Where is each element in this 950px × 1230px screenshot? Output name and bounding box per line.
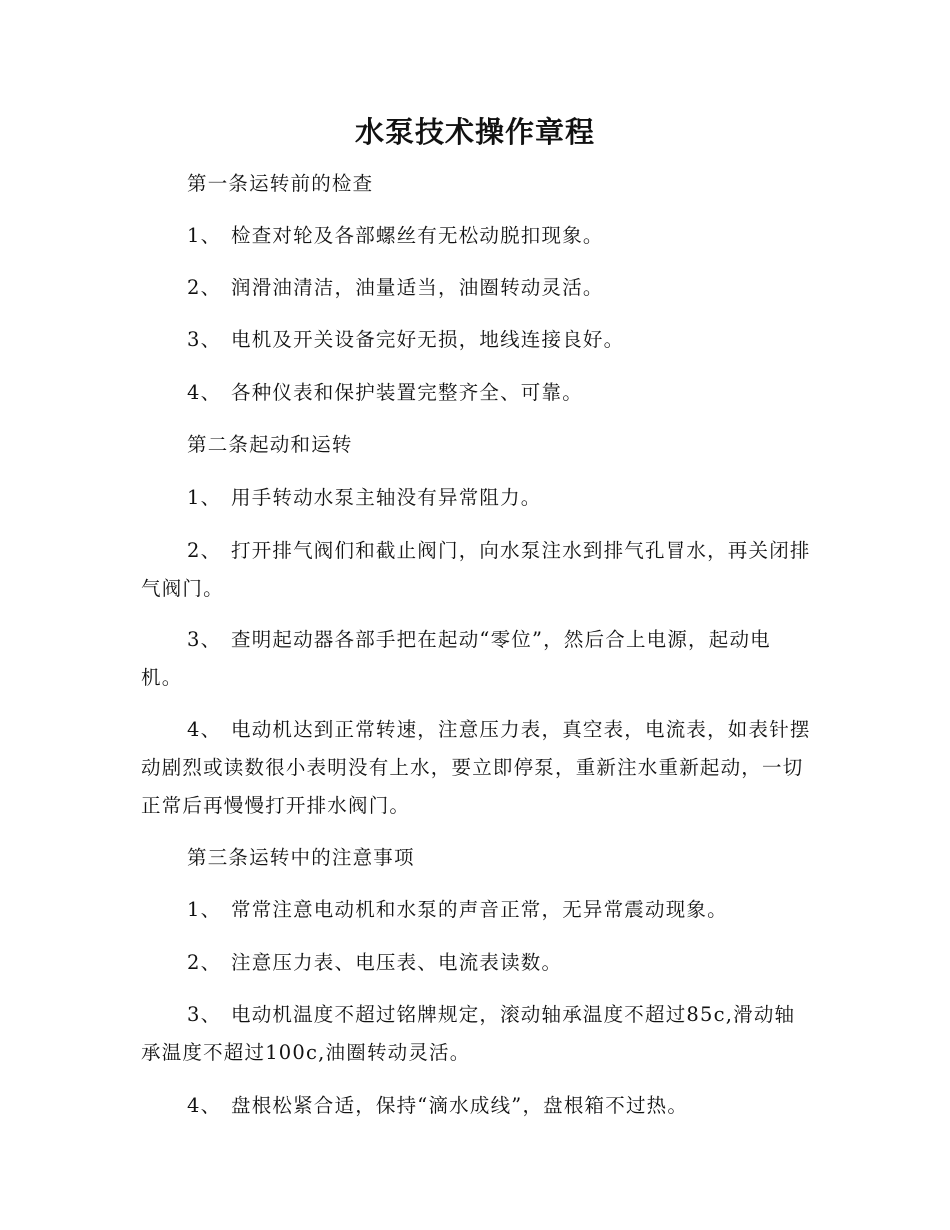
list-item (141, 621, 811, 697)
section-heading-text: 第二条起动和运转 (187, 433, 353, 456)
item-text: 检查对轮及各部螺丝有无松动脱扣现象。 (231, 224, 604, 247)
item-number: 1、 (187, 224, 222, 247)
list-item (141, 217, 811, 255)
item-number: 4、 (187, 381, 222, 404)
item-number: 3、 (187, 628, 222, 651)
list-item (141, 891, 811, 929)
item-text: 用手转动水泵主轴没有异常阻力。 (231, 486, 542, 509)
item-text: 各种仪表和保护装置完整齐全、可靠。 (231, 381, 583, 404)
item-text: 盘根松紧合适，保持“滴水成线”，盘根箱不过热。 (231, 1094, 689, 1117)
list-item (141, 944, 811, 982)
document-title: 水泵技术操作章程 (354, 115, 595, 149)
item-text: 查明起动器各部手把在起动“零位”，然后合上电源，起动电机。 (141, 628, 771, 689)
item-number: 4、 (187, 718, 222, 741)
item-number: 3、 (187, 328, 222, 351)
list-item (141, 374, 811, 412)
item-text: 电机及开关设备完好无损，地线连接良好。 (231, 328, 625, 351)
list-item (141, 711, 811, 825)
list-item (141, 269, 811, 307)
list-item (141, 321, 811, 359)
item-number: 4、 (187, 1094, 222, 1117)
item-number: 2、 (187, 539, 222, 562)
section-heading-3 (141, 839, 811, 877)
section-heading-text: 第一条运转前的检查 (187, 172, 374, 195)
section-heading-text: 第三条运转中的注意事项 (187, 846, 415, 869)
list-item (141, 479, 811, 517)
item-text: 常常注意电动机和水泵的声音正常，无异常震动现象。 (231, 898, 728, 921)
list-item (141, 996, 811, 1072)
item-number: 2、 (187, 276, 222, 299)
item-number: 2、 (187, 951, 222, 974)
item-text: 打开排气阀们和截止阀门，向水泵注水到排气孔冒水，再关闭排气阀门。 (141, 539, 811, 600)
list-item (141, 532, 811, 608)
list-item (141, 1087, 811, 1125)
item-number: 1、 (187, 898, 222, 921)
item-number: 1、 (187, 486, 222, 509)
section-heading-2 (141, 426, 811, 464)
section-heading-1 (141, 165, 811, 203)
item-text: 电动机达到正常转速，注意压力表，真空表，电流表，如表针摆动剧烈或读数很小表明没有上水，要立即停泵，重新注水重新起动，一切正常后再慢慢打开排水阀门。 (141, 718, 811, 817)
item-text: 电动机温度不超过铭牌规定，滚动轴承温度不超过85c,滑动轴承温度不超过100c,油圈转动灵活。 (141, 1003, 796, 1064)
item-text: 润滑油清洁，油量适当，油圈转动灵活。 (231, 276, 604, 299)
item-text: 注意压力表、电压表、电流表读数。 (231, 951, 563, 974)
item-number: 3、 (187, 1003, 222, 1026)
